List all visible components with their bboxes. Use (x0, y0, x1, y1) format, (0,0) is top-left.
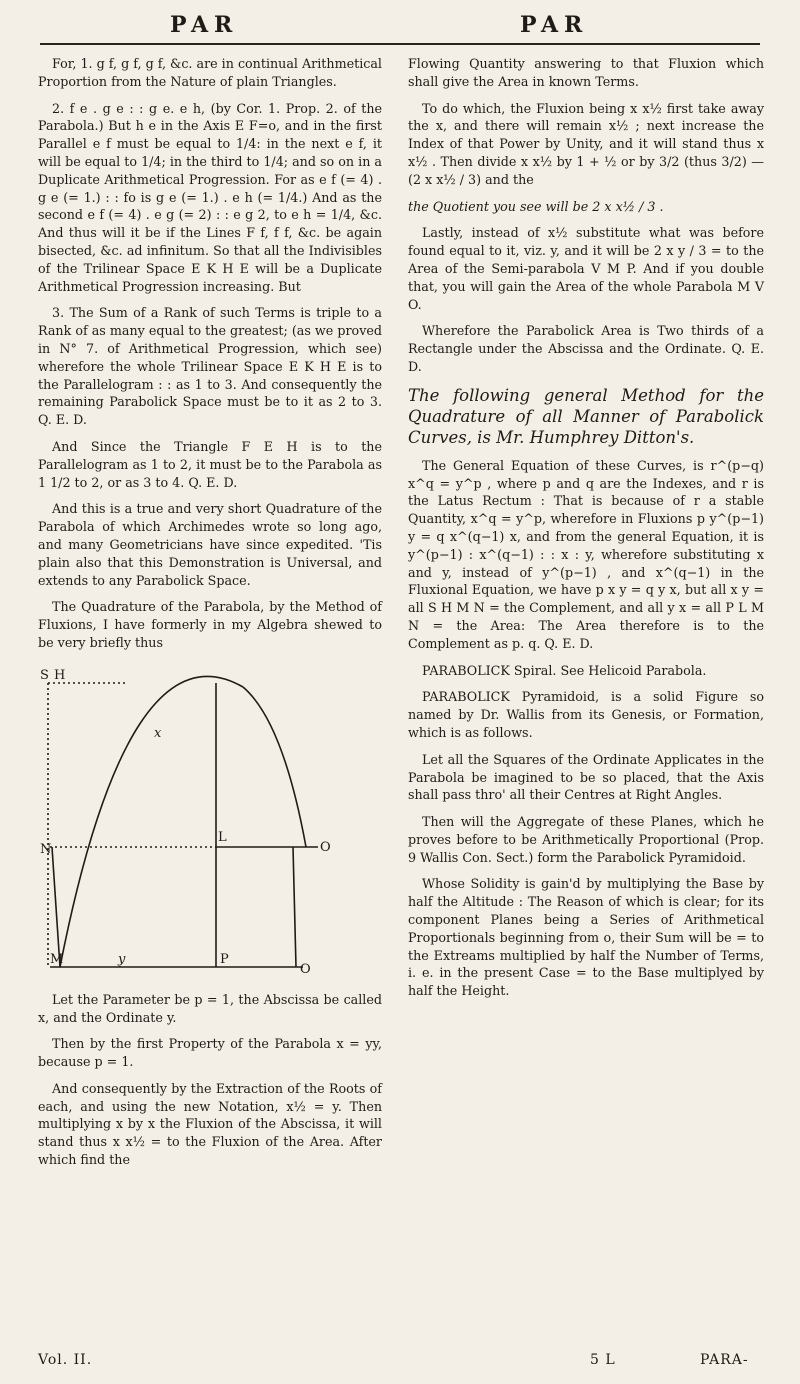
header-rule (40, 43, 760, 45)
right-paragraph-11: Whose Solidity is gain'd by multiplying the Base by half the Altitude : The Reason of which is clear; for its component Planes being a Series of Arithmetical Proportionals beginning from o, their Sum will be = to the Extreams multiplied by half the Number of Terms, i. e. in the present Case = to the Base multiplyed by half the Height. (408, 876, 764, 999)
paragraph-9: And consequently by the Extraction of the Roots of each, and using the new Notation, x½ = y. Then multiplying x by x the Fluxion of the Abscissa, it will stand thus x x½ = to the Fluxion of the Area. After which find the (38, 1080, 382, 1168)
right-quotient: the Quotient you see will be 2 x x½ / 3 . (408, 198, 664, 214)
running-head-right: PAR (520, 12, 589, 38)
figure-label-h: H (54, 667, 66, 683)
right-paragraph-2: To do which, the Fluxion being x x½ first take away the x, and there will remain x½ ; next increase the Index of that Power by Unity, and it will stand thus x x½ . Then divide x x½ by 1 + ½ or by 3/2 (thus 3/2) — (2 x x½ / 3) and the (408, 100, 764, 187)
left-column (38, 55, 382, 1178)
right-paragraph-5: Wherefore the Parabolick Area is Two thirds of a Rectangle under the Abscissa and the Ordinate. Q. E. D. (408, 323, 764, 374)
section-heading: The following general Method for the Quadrature of all Manner of Parabolick Curves, is Mr. Humphrey Ditton's. (408, 385, 764, 447)
figure-label-m: M (50, 951, 64, 967)
right-paragraph-9: Let all the Squares of the Ordinate Applicates in the Parabola be imagined to be so placed, that the Axis shall pass thro' all their Centres at Right Angles. (408, 751, 764, 803)
catchword: PARA- (700, 1352, 749, 1368)
paragraph-6: The Quadrature of the Parabola, by the Method of Fluxions, I have formerly in my Algebra shewed to be very briefly thus (38, 599, 382, 650)
parabola-figure (38, 661, 382, 981)
paragraph-8: Then by the first Property of the Parabola x = yy, because p = 1. (38, 1036, 382, 1070)
figure-label-n: N (40, 841, 52, 857)
paragraph-1: For, 1. g f, g f, g f, &c. are in continual Arithmetical Proportion from the Nature of plain Triangles. (38, 56, 382, 89)
figure-label-o-upper: O (320, 839, 331, 855)
paragraph-2: 2. f e . g e : : g e. e h, (by Cor. 1. Prop. 2. of the Parabola.) But h e in the Axis E F=o, and in the first Parallel e f must be equal to 1/4: in the next e f, it will be equal to 1/4; in the third to 1/4; and so on in a Duplicate Arithmetical Progression. For as e f (= 4) . g e (= 1.) : : fo is g e (= 1.) . e h (= 1/4.) And as the second e f (= 4) . e g (= 2) : : e g 2, to e h = 1/4, &c. And thus will it be if the Lines F f, f f, &c. be again bisected, &c. ad infinitum. So that all the Indivisibles of the Trilinear Space E K H E will be a Duplicate Arithmetical Progression increasing. But (38, 100, 382, 294)
figure-label-x: x (154, 725, 162, 741)
paragraph-4: And Since the Triangle F E H is to the Parallelogram as 1 to 2, it must be to the Parabola as 1 1/2 to 2, or as 3 to 4. Q. E. D. (38, 438, 382, 490)
running-head-left: PAR (170, 12, 239, 38)
right-paragraph-8: PARABOLICK Pyramidoid, is a solid Figure so named by Dr. Wallis from its Genesis, or Formation, which is as follows. (408, 689, 764, 740)
right-paragraph-4: Lastly, instead of x½ substitute what was before found equal to it, viz. y, and it will be 2 x y / 3 = to the Area of the Semi-parabola V M P. And if you double that, you will gain the Area of the whole Parabola M V O. (408, 225, 764, 312)
signature-mark: 5 L (590, 1352, 616, 1368)
right-column (408, 55, 764, 1009)
figure-label-p: P (220, 951, 229, 967)
figure-label-s: S (40, 667, 49, 683)
figure-label-y: y (118, 951, 126, 967)
volume-footer: Vol. II. (38, 1352, 93, 1368)
right-paragraph-7: PARABOLICK Spiral. See Helicoid Parabola. (422, 662, 707, 678)
right-paragraph-6: The General Equation of these Curves, is r^(p−q) x^q = y^p , where p and q are the Indexes, and r is the Latus Rectum : That is because of r a stable Quantity, x^q = y^p, wherefore in Fluxions p y^(p−1) y = q x^(q−1) x, and from the general Equation, it is y^(p−1) : x^(q−1) : : x : y, wherefore substituting x and y, instead of y^(p−1) , and x^(q−1) in the Fluxional Equation, we have p x y = q y x, but all x y = all S H M N = the Complement, and all y x = all P L M N = the Area: The Area therefore is to the Complement as p. q. Q. E. D. (408, 457, 764, 651)
right-paragraph-1: Flowing Quantity answering to that Fluxion which shall give the Area in known Terms. (408, 56, 764, 89)
paragraph-3: 3. The Sum of a Rank of such Terms is triple to a Rank of as many equal to the greatest; (as we proved in N° 7. of Arithmetical Progression, which see) wherefore the whole Trilinear Space E K H E is to the Parallelogram : : as 1 to 3. And consequently the remaining Parabolick Space must be to it as 2 to 3. Q. E. D. (38, 305, 382, 428)
paragraph-5: And this is a true and very short Quadrature of the Parabola of which Archimedes wrote so long ago, and many Geometricians have since expedited. 'Tis plain also that this Demonstration is Universal, and extends to any Parabolick Space. (38, 501, 382, 588)
paragraph-7: Let the Parameter be p = 1, the Abscissa be called x, and the Ordinate y. (38, 991, 382, 1025)
figure-label-o-lower: O (300, 961, 311, 977)
figure-label-l: L (218, 829, 227, 845)
right-paragraph-10: Then will the Aggregate of these Planes, which he proves before to be Arithmetically Proportional (Prop. 9 Wallis Con. Sect.) form the Parabolick Pyramidoid. (408, 814, 764, 865)
